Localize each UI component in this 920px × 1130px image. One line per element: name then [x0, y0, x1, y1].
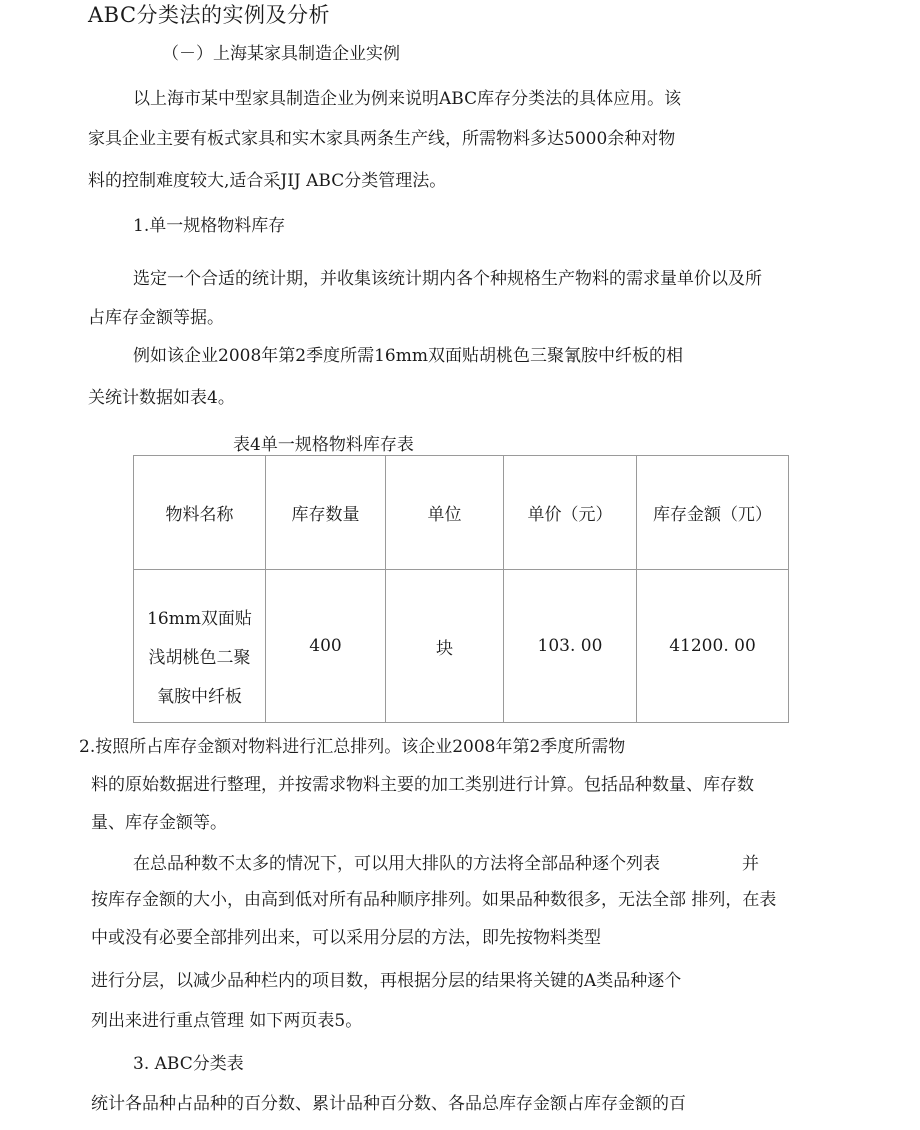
paragraph-line: 中或没有必要全部排列出来，可以采用分层的方法，即先按物料类型 [91, 928, 601, 948]
material-name-line: 16mm双面贴 [147, 609, 252, 629]
header-cell-name: 物料名称 [134, 456, 266, 570]
cell-unit: 块 [386, 570, 504, 723]
stock-table [133, 455, 789, 723]
paragraph-text: 并 [742, 854, 759, 874]
section-heading: （－）上海某家具制造企业实例 [162, 44, 400, 64]
table-row [134, 570, 789, 723]
paragraph-line: 选定一个合适的统计期，并收集该统计期内各个种规格生产物料的需求量单价以及所 [133, 269, 762, 289]
paragraph-line: 例如该企业2008年第2季度所需16mm双面贴胡桃色三聚氰胺中纤板的相 [133, 346, 683, 366]
table-caption: 表4单一规格物料库存表 [233, 435, 414, 455]
doc-title: ABC分类法的实例及分析 [88, 3, 331, 27]
header-cell-qty: 库存数量 [266, 456, 386, 570]
subheading: 3. ABC分类表 [133, 1054, 244, 1074]
paragraph-line: 列出来进行重点管理 如下两页表5。 [91, 1011, 363, 1031]
subheading: 1.单一规格物料库存 [133, 216, 286, 236]
cell-price: 103. 00 [504, 570, 637, 723]
header-cell-price: 单价（元） [504, 456, 637, 570]
paragraph-line: 以上海市某中型家具制造企业为例来说明ABC库存分类法的具体应用。该 [133, 89, 682, 109]
cell-material-name [134, 570, 266, 723]
paragraph-line: 料的控制难度较大,适合采JIJ ABC分类管理法。 [88, 171, 447, 191]
paragraph-line: 进行分层，以减少品种栏内的项目数，再根据分层的结果将关键的A类品种逐个 [91, 971, 682, 991]
paragraph-line: 关统计数据如表4。 [88, 388, 235, 408]
header-cell-unit: 单位 [386, 456, 504, 570]
paragraph-line: 量、库存金额等。 [91, 813, 227, 833]
header-cell-amount: 库存金额（兀） [637, 456, 789, 570]
material-name-line: 氧胺中纤板 [157, 687, 242, 707]
cell-amount: 41200. 00 [637, 570, 789, 723]
paragraph-line: 按库存金额的大小，由高到低对所有品种顺序排列。如果品种数很多，无法全部 排列，在表 [91, 890, 777, 910]
table-header-row [134, 456, 789, 570]
cell-qty: 400 [266, 570, 386, 723]
paragraph-line: 占库存金额等据。 [88, 308, 224, 328]
paragraph-line: 2.按照所占库存金额对物料进行汇总排列。该企业2008年第2季度所需物 [79, 737, 626, 757]
paragraph-text: 在总品种数不太多的情况下，可以用大排队的方法将全部品种逐个列表 [133, 854, 660, 874]
paragraph-line: 家具企业主要有板式家具和实木家具两条生产线，所需物料多达5000余种对物 [88, 129, 676, 149]
paragraph-line: 统计各品种占品种的百分数、累计品种百分数、各品总库存金额占库存金额的百 [91, 1094, 686, 1114]
material-name-line: 浅胡桃色二聚 [148, 648, 251, 668]
paragraph-line [133, 853, 759, 875]
paragraph-line: 料的原始数据进行整理，并按需求物料主要的加工类别进行计算。包括品种数量、库存数 [91, 775, 754, 795]
